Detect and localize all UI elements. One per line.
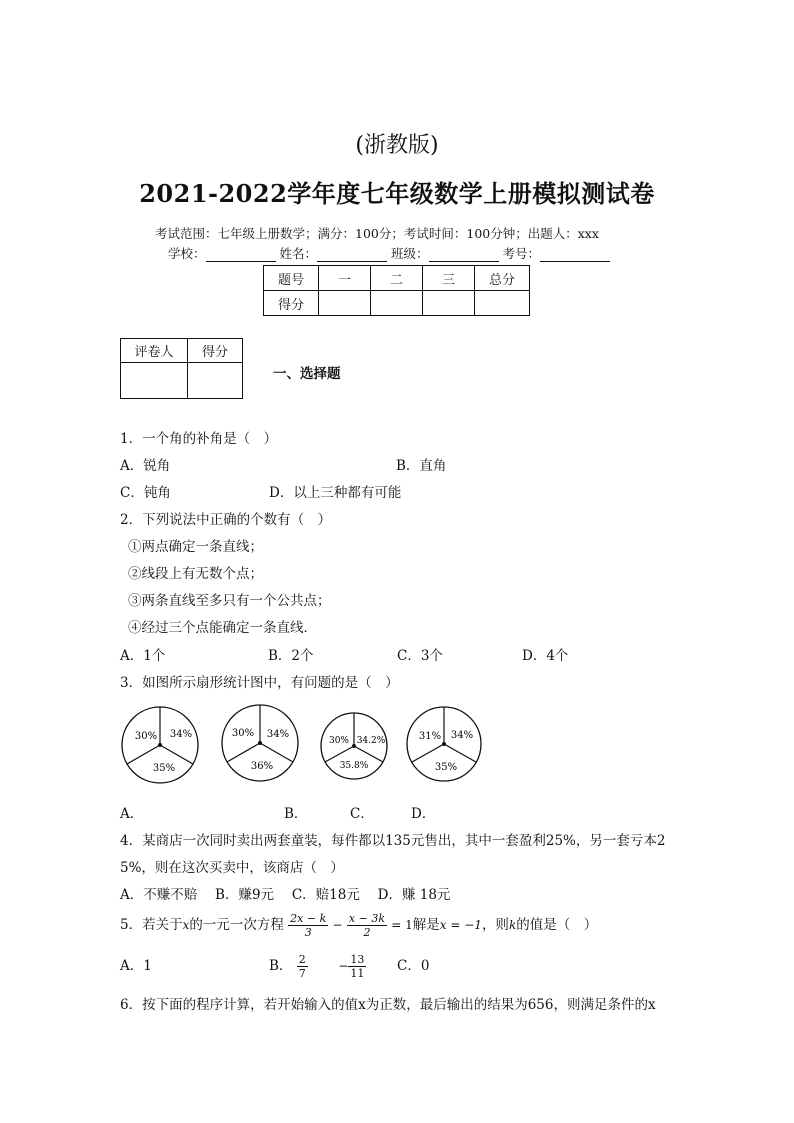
q2-statement: ①两点确定一条直线； [128,539,263,555]
score-cell[interactable] [371,291,423,316]
pie-b-label: 30% [231,728,255,739]
school-label: 学校： [168,246,206,261]
question-1-stem: 1．一个角的补角是（ ） [120,431,278,447]
question-2-stem: 2．下列说法中正确的个数有（ ） [120,512,332,528]
q3-option-a[interactable]: A． [120,806,144,822]
grader-table [120,338,243,399]
q1-option-c[interactable]: C．钝角 [120,485,171,501]
pie-b-label: 36% [250,761,274,772]
question-4-line1: 4．某商店一次同时卖出两套童装，每件都以135元售出，其中一套盈利25%，另一套亏本2 [120,833,666,849]
q5-fraction-2: $\frac{x - 3k}{2}$ [348,912,385,939]
pie-c-label: 35.8% [339,761,369,771]
q2-option-a[interactable]: A．1个 [120,648,166,664]
pie-chart-a [122,707,198,783]
exam-number-label: 考号： [502,246,541,261]
grader-score-label: 得分 [188,339,243,363]
pie-c-label: 34.2% [356,736,386,746]
score-table-header: 题号 [264,266,319,291]
grader-score-cell[interactable] [188,363,243,399]
score-cell[interactable] [319,291,371,316]
pie-chart-c [321,713,387,779]
q2-statement: ③两条直线至多只有一个公共点； [128,593,331,609]
grader-cell[interactable] [121,363,188,399]
edition-label: (浙教版) [355,133,439,158]
pie-d-label: 35% [434,762,458,773]
q5-text: 5．若关于 [120,917,183,933]
q5-b2-fraction: $\frac{13}{11}$ [350,953,365,980]
name-blank[interactable] [317,248,387,262]
q5-option-a[interactable]: A．1 [120,958,152,974]
pie-c-label: 30% [328,736,350,746]
q3-option-d[interactable]: D． [411,806,436,822]
q2-option-c[interactable]: C．3个 [397,648,443,664]
pie-a-label: 34% [169,729,193,740]
pie-chart-b [222,705,298,781]
q1-option-d[interactable]: D．以上三种都有可能 [269,485,402,501]
q5-option-b[interactable]: B． $\frac{2}{7}$ − $\frac{13}{11}$ [269,953,365,980]
q3-option-c[interactable]: C． [350,806,374,822]
score-row-label: 得分 [264,291,319,316]
q3-option-b[interactable]: B． [284,806,308,822]
q5-option-c[interactable]: C．0 [397,958,430,974]
q1-option-a[interactable]: A．锐角 [120,458,171,474]
class-blank[interactable] [429,248,499,262]
exam-number-blank[interactable] [540,248,610,262]
q5-text: 的一元一次方程 [189,917,284,933]
pie-a-label: 35% [152,763,176,774]
score-table [263,265,530,316]
question-5-stem: 5．若关于x的一元一次方程 $\frac{2x - k}{3}$ − $\frac{x - 3k}{2}$ = 1解是x = −1，则k的值是（ ） [120,912,598,939]
q2-statement: ②线段上有无数个点； [128,566,263,582]
score-table-header: 三 [423,266,475,291]
q5-fraction-1: $\frac{2x - k}{3}$ [290,912,327,939]
q2-option-d[interactable]: D．4个 [522,648,569,664]
score-table-header: 总分 [475,266,530,291]
q5-var-x: x [182,918,190,932]
question-3-stem: 3．如图所示扇形统计图中，有问题的是（ ） [120,675,399,691]
score-cell[interactable] [475,291,530,316]
class-label: 班级： [391,246,429,261]
q1-option-b[interactable]: B．直角 [396,458,447,474]
student-fields [168,244,610,262]
school-blank[interactable] [206,248,276,262]
section-title: 一、选择题 [273,366,341,382]
pie-d-label: 31% [418,731,442,742]
q2-statement: ④经过三个点能确定一条直线． [128,620,317,636]
grader-label: 评卷人 [121,339,188,363]
question-6-stem: 6．按下面的程序计算，若开始输入的值x为正数，最后输出的结果为656，则满足条件的x [120,997,656,1013]
pie-b-label: 34% [266,729,290,740]
exam-info: 考试范围：七年级上册数学；满分：100分；考试时间：100分钟；出题人：xxx [155,226,599,241]
q2-option-b[interactable]: B．2个 [268,648,314,664]
page-title: 2021-2022学年度七年级数学上册模拟测试卷 [139,179,655,208]
pie-chart-d [407,707,481,781]
pie-a-label: 30% [134,731,158,742]
question-4-line2: 5%，则在这次买卖中，该商店（ ） [120,860,344,876]
score-cell[interactable] [423,291,475,316]
pie-d-label: 34% [450,730,474,741]
name-label: 姓名： [279,246,318,261]
q4-options[interactable]: A．不赚不赔 B．赚9元 C．赔18元 D．赚 18元 [120,887,451,903]
q5-b-fraction: $\frac{2}{7}$ [298,953,306,980]
pie-charts [120,700,490,790]
score-table-header: 二 [371,266,423,291]
score-table-header: 一 [319,266,371,291]
q5-solution: x = −1 [439,918,482,932]
